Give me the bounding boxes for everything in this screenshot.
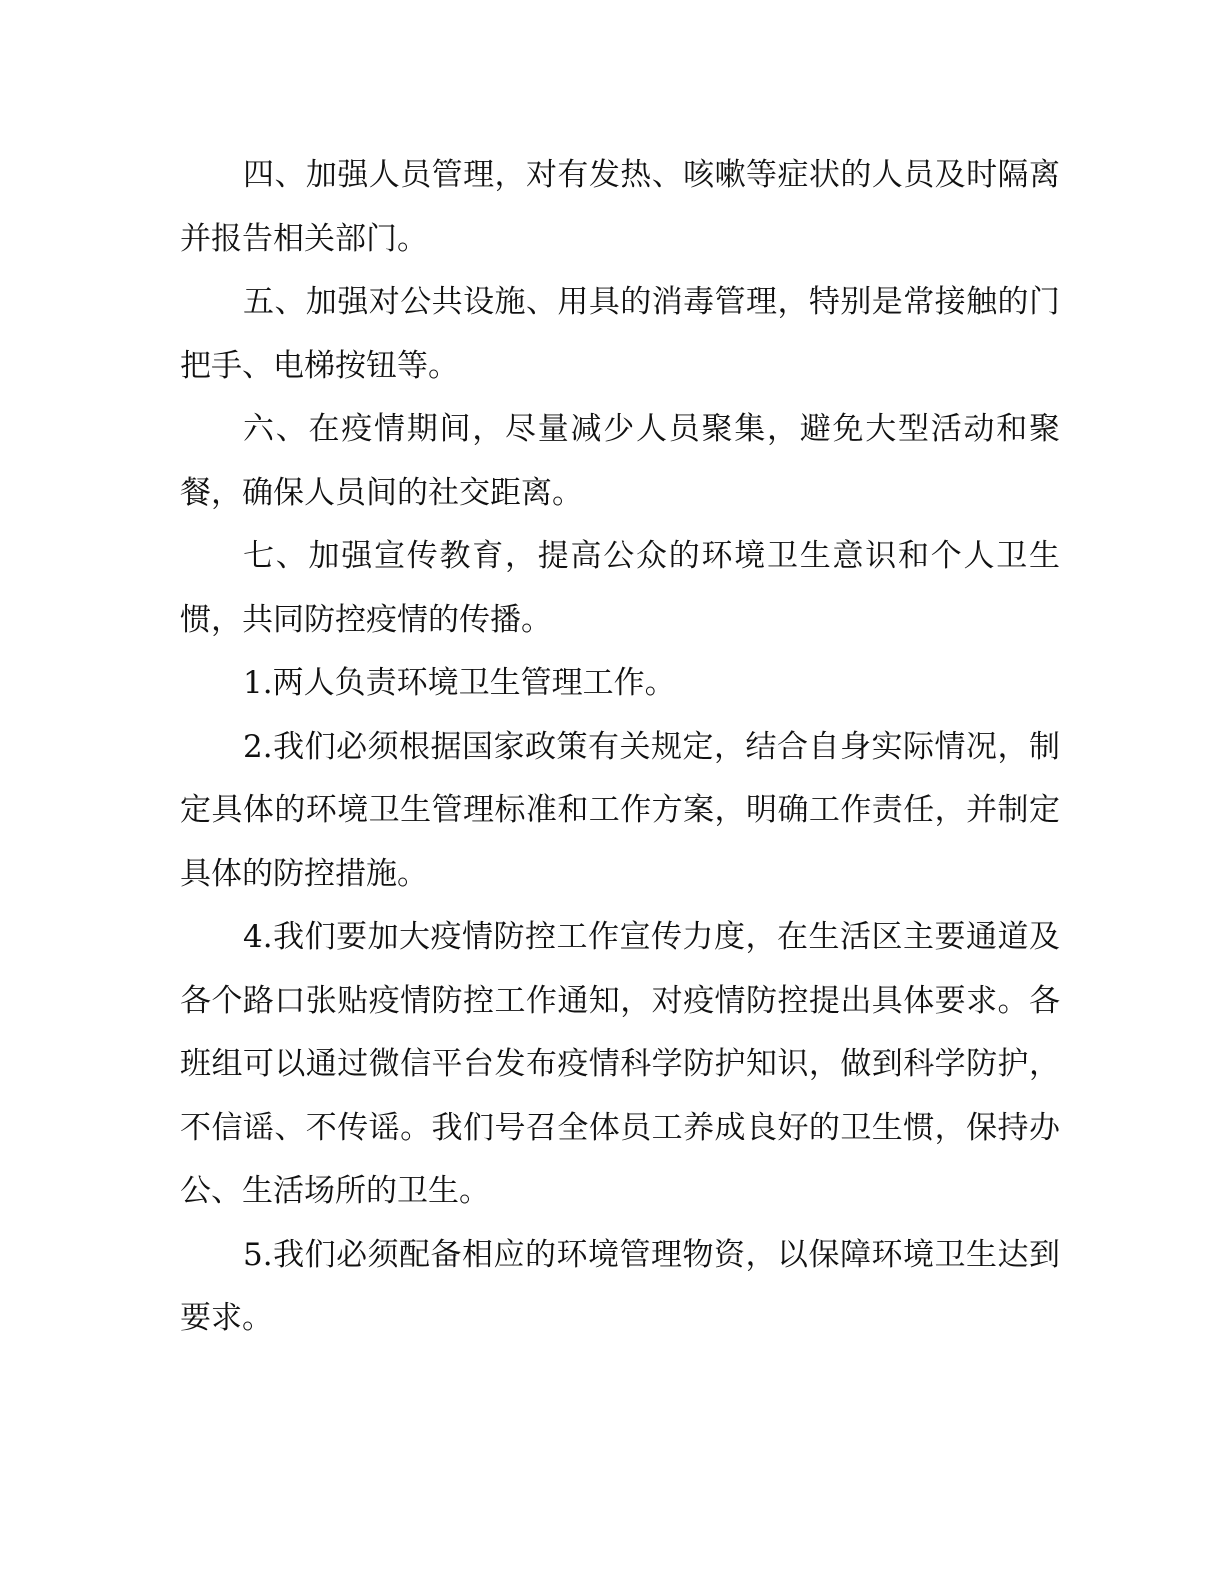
paragraph-item-5: 5.我们必须配备相应的环境管理物资，以保障环境卫生达到要求。 (180, 1236, 1060, 1336)
paragraph-7-education: 七、加强宣传教育，提高公众的环境卫生意识和个人卫生惯，共同防控疫情的传播。 (180, 538, 1060, 638)
paragraph-item-2: 2.我们必须根据国家政策有关规定，结合自身实际情况，制定具体的环境卫生管理标准和工作方案，明确工作责任，并制定具体的防控措施。 (180, 728, 1060, 892)
document-body (180, 144, 1060, 1351)
paragraph-4-personnel-management: 四、加强人员管理，对有发热、咳嗽等症状的人员及时隔离并报告相关部门。 (180, 157, 1060, 257)
paragraph-item-4: 4.我们要加大疫情防控工作宣传力度，在生活区主要通道及各个路口张贴疫情防控工作通知，对疫情防控提出具体要求。各班组可以通过微信平台发布疫情科学防护知识，做到科学防护，不信谣、不传谣。我们号召全体员工养成良好的卫生惯，保持办公、生活场所的卫生。 (180, 919, 1060, 1209)
paragraph-5-disinfection: 五、加强对公共设施、用具的消毒管理，特别是常接触的门把手、电梯按钮等。 (180, 284, 1060, 384)
paragraph-6-avoid-gatherings: 六、在疫情期间，尽量减少人员聚集，避免大型活动和聚餐，确保人员间的社交距离。 (180, 411, 1060, 511)
paragraph-item-1: 1.两人负责环境卫生管理工作。 (243, 665, 676, 701)
